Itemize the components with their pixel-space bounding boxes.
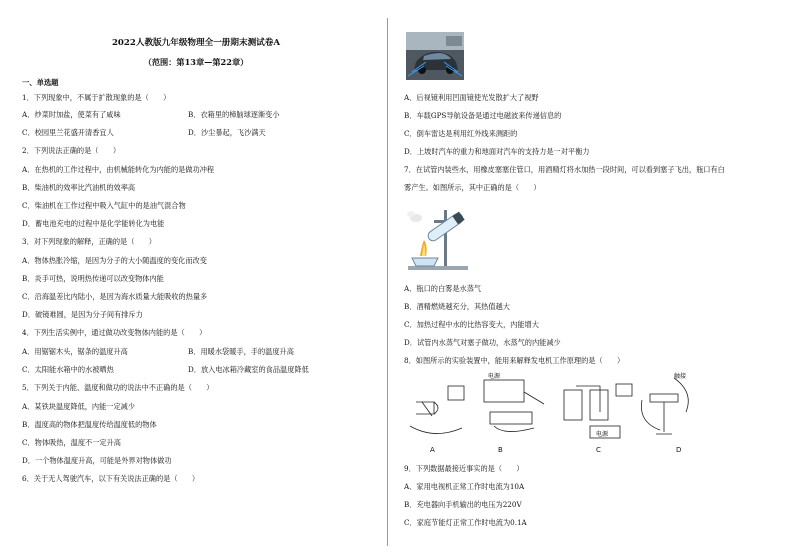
question-6-option-a: A．后视镜利用凹面镜使光发散扩大了视野 xyxy=(404,93,539,102)
question-3-option-b: B．炎手可热，说明热传递可以改变物体内能 xyxy=(22,274,164,283)
diagram-label-c: C xyxy=(596,446,601,454)
power-label-c: 电源 xyxy=(596,431,609,438)
question-7-stem-line1: 7．在试管内装些水，用橡皮塞塞住管口，用酒精灯将水加热一段时间，可以看到塞子飞出，瓶口有白 xyxy=(404,165,725,174)
power-label-b: 电源 xyxy=(488,373,501,380)
column-divider xyxy=(387,18,388,546)
question-7-stem-line2: 雾产生。如图所示，其中正确的是（ ） xyxy=(404,183,541,192)
question-7-option-b: B．酒精燃烧越充分，其热值越大 xyxy=(404,302,510,311)
generator-experiment-diagrams xyxy=(404,372,710,444)
question-4-option-a: A．用锯锯木头，锯条的温度升高 xyxy=(22,347,128,356)
question-8-stem: 8．如图所示的实验装置中，能用来解释发电机工作原理的是（ ） xyxy=(404,356,625,365)
question-5-option-b: B．温度高的物体把温度传给温度低的物体 xyxy=(22,420,157,429)
page-title: 2022人教版九年级物理全一册期末测试卷A xyxy=(111,38,281,48)
question-5-option-a: A．某铁块温度降低，内能一定减少 xyxy=(22,402,136,411)
question-4-option-d: D．放入电冰箱冷藏室的食品温度降低 xyxy=(188,365,309,374)
question-6-option-d: D．上坡时汽车的重力和地面对汽车的支持力是一对平衡力 xyxy=(404,147,590,156)
question-4-option-c: C．太阳能水箱中的水被晒热 xyxy=(22,365,114,374)
diagram-label-b: B xyxy=(498,446,503,454)
question-2-option-a: A．在热机的工作过程中，由机械能转化为内能的是做功冲程 xyxy=(22,165,215,174)
question-7-option-d: D．试管内水蒸气对塞子做功，水蒸气的内能减少 xyxy=(404,338,561,347)
question-5-option-d: D．一个物体温度升高，可能是外界对物体做功 xyxy=(22,456,172,465)
question-6-option-c: C．倒车雷达是利用红外线来测距的 xyxy=(404,129,518,138)
question-9-stem: 9．下列数据最接近事实的是（ ） xyxy=(404,464,524,473)
question-1-option-c: C．校园里兰花盛开清香宜人 xyxy=(22,128,114,137)
diagram-label-a: A xyxy=(430,446,435,454)
question-3-stem: 3．对下列现象的解释，正确的是（ ） xyxy=(22,237,156,246)
question-2-option-b: B．柴油机的效率比汽油机的效率高 xyxy=(22,183,136,192)
question-2-option-c: C．柴油机在工作过程中吸入气缸中的是油气混合物 xyxy=(22,201,186,210)
question-1-option-b: B．衣箱里的樟脑球逐渐变小 xyxy=(188,110,280,119)
question-4-option-b: B．用暖水袋暖手，手的温度升高 xyxy=(188,347,294,356)
test-tube-heating-figure xyxy=(404,206,482,272)
question-5-option-c: C．物体吸热，温度不一定升高 xyxy=(22,438,121,447)
question-1-option-a: A．炒菜时加盐，使菜有了咸味 xyxy=(22,110,121,119)
driverless-car-photo xyxy=(406,32,464,80)
diagram-label-d: D xyxy=(676,446,682,454)
question-7-option-a: A．瓶口的白雾是水蒸气 xyxy=(404,284,482,293)
question-7-option-c: C．加热过程中水的比热容变大，内能增大 xyxy=(404,320,539,329)
question-9-option-a: A．家用电视机正常工作时电流为10A xyxy=(404,482,525,491)
question-3-option-a: A．物体热胀冷缩，是因为分子的大小随温度的变化而改变 xyxy=(22,256,207,265)
question-5-stem: 5．下列关于内能、温度和做功的说法中不正确的是（ ） xyxy=(22,383,214,392)
question-6-stem: 6．关于无人驾驶汽车，以下有关说法正确的是（ ） xyxy=(22,474,200,483)
question-2-stem: 2．下列说法正确的是（ ） xyxy=(22,146,121,155)
question-2-option-d: D．蓄电池充电的过程中是化学能转化为电能 xyxy=(22,219,165,228)
page-subtitle: （范围：第13章—第22章） xyxy=(143,57,249,67)
brush-label-d: 触接 xyxy=(674,373,687,380)
question-9-option-c: C．家庭节能灯正常工作时电流为0.1A xyxy=(404,518,527,527)
question-9-option-b: B．充电器向手机输出的电压为220V xyxy=(404,500,522,509)
question-1-option-d: D．沙尘暴起，飞沙满天 xyxy=(188,128,266,137)
question-3-option-d: D．破镜难圆，是因为分子间有排斥力 xyxy=(22,310,143,319)
section-heading: 一、单选题 xyxy=(22,78,59,87)
question-4-stem: 4．下列生活实例中，通过做功改变物体内能的是（ ） xyxy=(22,328,207,337)
question-6-option-b: B．车载GPS导航设备是通过电磁波来传递信息的 xyxy=(404,111,562,120)
question-1-stem: 1．下列现象中，不属于扩散现象的是（ ） xyxy=(22,93,171,102)
question-3-option-c: C．沿海温差比内陆小，是因为海水质量大能吸收的热量多 xyxy=(22,292,208,301)
